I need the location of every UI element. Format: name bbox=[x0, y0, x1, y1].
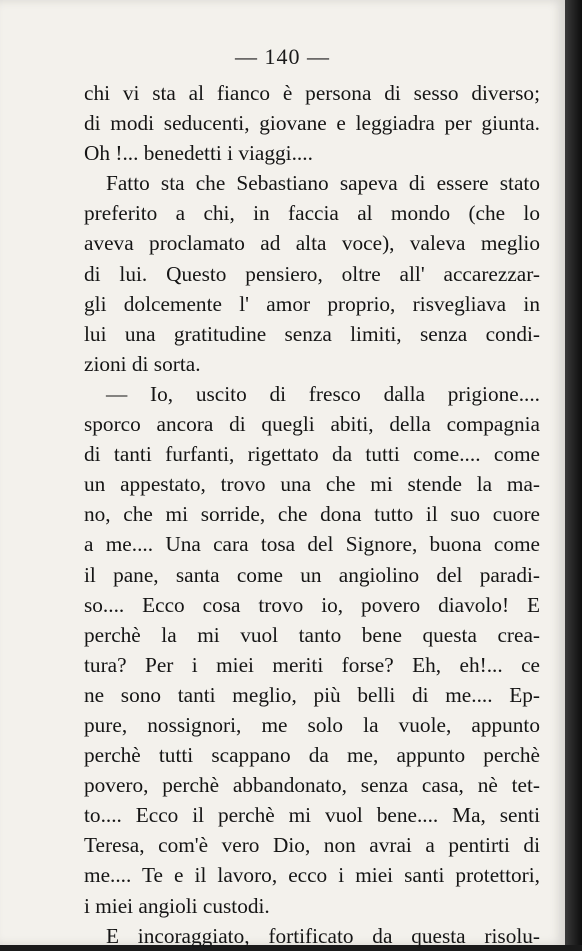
page-number: — 140 — bbox=[235, 44, 330, 69]
text-line: E incoraggiato, fortificato da questa risolu- bbox=[106, 923, 540, 948]
text-line: aveva proclamato ad alta voce), valeva meglio bbox=[84, 231, 540, 256]
text-line: chi vi sta al fianco è persona di sesso diverso; bbox=[84, 81, 540, 105]
text-line: — Io, uscito di fresco dalla prigione.... bbox=[106, 381, 540, 406]
text-line: ne sono tanti meglio, più belli di me.... Ep- bbox=[84, 682, 540, 707]
text-line: a me.... Una cara tosa del Signore, buona come bbox=[84, 532, 540, 557]
text-line: Oh !... benedetti i viaggi.... bbox=[84, 141, 313, 166]
text-line: Fatto sta che Sebastiano sapeva di essere stato bbox=[106, 171, 540, 196]
page-edge-shadow bbox=[565, 0, 582, 945]
text-line: di modi seducenti, giovane e leggiadra per giunta. bbox=[84, 111, 540, 136]
body-text bbox=[84, 78, 540, 951]
text-line: i miei angioli custodi. bbox=[84, 893, 270, 918]
text-line: Teresa, com'è vero Dio, non avrai a pentirti di bbox=[84, 833, 540, 858]
text-line: no, che mi sorride, che dona tutto il suo cuore bbox=[84, 502, 540, 527]
text-line: sporco ancora di quegli abiti, della compagnia bbox=[84, 412, 540, 437]
text-line: perchè la mi vuol tanto bene questa crea- bbox=[84, 622, 540, 647]
text-line: preferito a chi, in faccia al mondo (che lo bbox=[84, 201, 540, 226]
text-line: perchè tutti scappano da me, appunto perchè bbox=[84, 743, 540, 768]
text-line: di lui. Questo pensiero, oltre all' accarezzar- bbox=[84, 261, 540, 286]
text-line: povero, perchè abbandonato, senza casa, nè tet- bbox=[84, 773, 540, 798]
text-line: me.... Te e il lavoro, ecco i miei santi protettori, bbox=[84, 863, 540, 888]
text-line: il pane, santa come un angiolino del paradi- bbox=[84, 562, 540, 587]
text-line: di tanti furfanti, rigettato da tutti come.... come bbox=[84, 442, 540, 467]
text-line: un appestato, trovo una che mi stende la ma- bbox=[84, 472, 540, 497]
text-line: tura? Per i miei meriti forse? Eh, eh!... ce bbox=[84, 652, 540, 677]
text-line: so.... Ecco cosa trovo io, povero diavolo! E bbox=[84, 592, 540, 617]
text-line: zioni di sorta. bbox=[84, 351, 201, 376]
text-line: pure, nossignori, me solo la vuole, appunto bbox=[84, 712, 540, 737]
text-line: to.... Ecco il perchè mi vuol bene.... Ma, senti bbox=[84, 803, 540, 828]
text-line: gli dolcemente l' amor proprio, risvegliava in bbox=[84, 291, 540, 316]
text-line: lui una gratitudine senza limiti, senza condi- bbox=[84, 321, 540, 346]
